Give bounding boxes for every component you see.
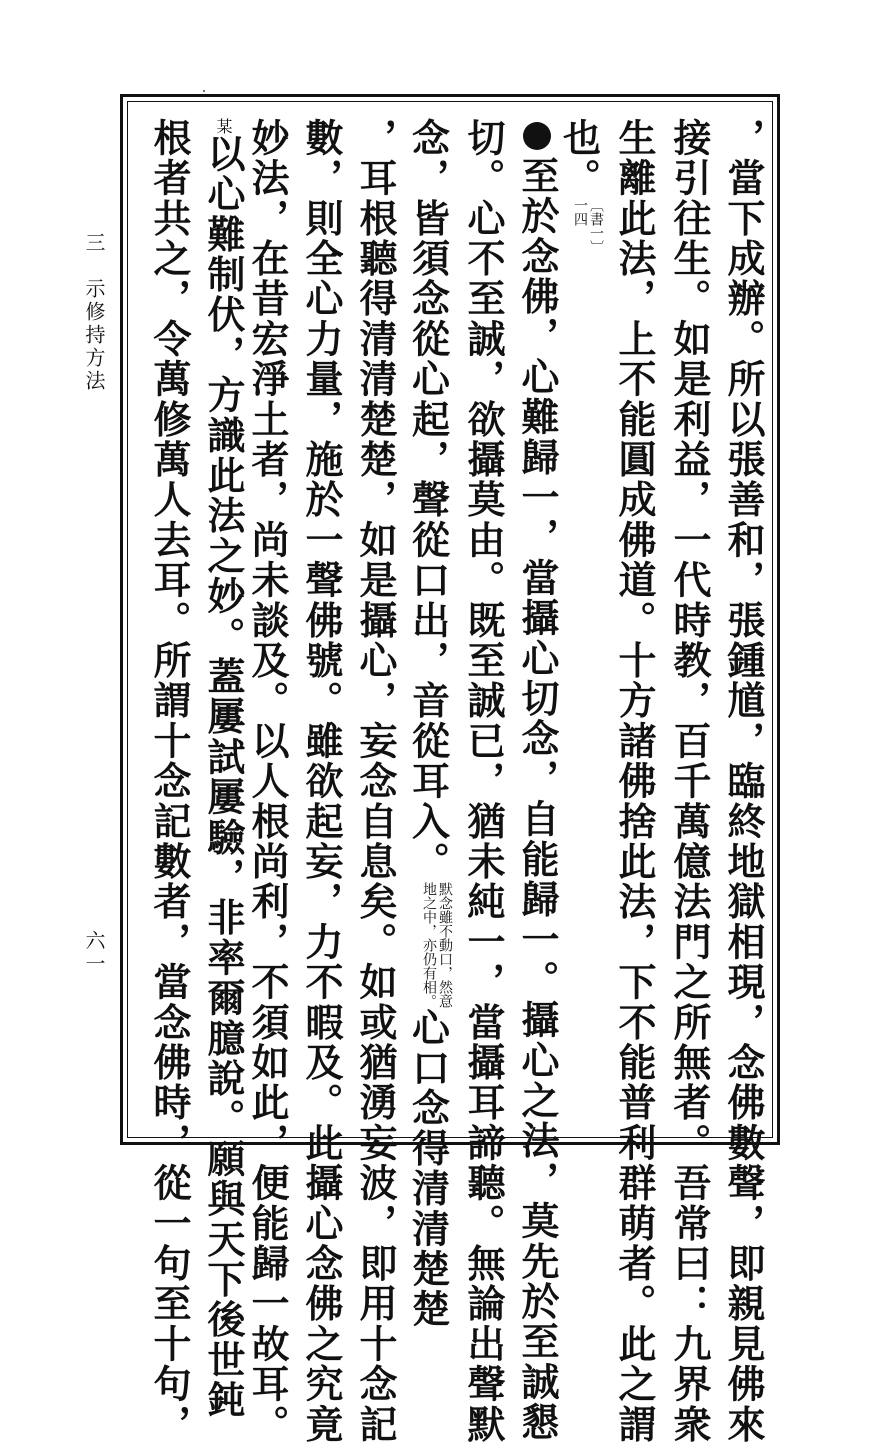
text-column-2: 接引往生。如是利益，一代時教，百千萬億法門之所無者。吾常曰：九界衆 [667,118,712,1445]
text-column-1: ，當下成辦。所以張善和，張鍾馗，臨終地獄相現，念佛數聲，即親見佛來 [721,118,766,1445]
page-number: 六一 [82,930,106,976]
text-column-11 [198,118,248,1421]
mou-marker: 某 [214,118,233,134]
text-column-9: 數，則全心力量，施於一聲佛號。雖欲起妄，力不暇及。此攝心念佛之究竟 [299,118,344,1445]
book-reference-label: 〔書一〕 [588,198,604,255]
text-column-5 [512,118,562,1443]
silent-note-line-a: 默念雖不動口，然意 [437,881,453,1008]
book-reference-number: 一四 [572,198,588,227]
text-column-7-text: 念，皆須念從心起，聲從口出，音從耳入。 [405,118,451,882]
silent-note-line-b: 地之中，亦仍有相。 [421,881,437,1008]
text-column-6: 切。心不至誠，欲攝莫由。既至誠已，猶未純一，當攝耳諦聽。無論出聲默 [461,118,506,1445]
print-speck [203,90,205,92]
section-bullet [523,122,551,150]
text-column-3: 生離此法，上不能圓成佛道。十方諸佛捨此法，下不能普利群萌者。此之謂 [612,118,657,1445]
text-column-8: ，耳根聽得清清楚楚，如是攝心，妄念自息矣。如或猶湧妄波，即用十念記 [353,118,398,1445]
silent-recitation-note [421,882,453,1008]
text-column-5-text: 至於念佛，心難歸一，當攝心切念，自能歸一。攝心之法，莫先於至誠懇 [515,156,560,1443]
text-column-4 [555,118,605,1128]
text-column-10: 妙法，在昔宏淨土者，尚未談及。以人根尚利，不須如此，便能歸一故耳。 [245,118,290,1445]
text-column-7-tail: 心口念得清清楚楚 [405,1007,451,1330]
book-reference [572,198,604,254]
running-head: 三 示修持方法 [82,232,106,393]
text-column-7 [404,118,454,1330]
text-column-11-text: 以心難制伏，方識此法之妙。蓋屢試屢驗，非率爾臆說。願與天下後世鈍 [201,134,246,1421]
text-column-4-text: 也。 [556,118,602,199]
text-column-12: 根者共之，令萬修萬人去耳。所謂十念記數者，當念佛時，從一句至十句， [147,118,192,1445]
